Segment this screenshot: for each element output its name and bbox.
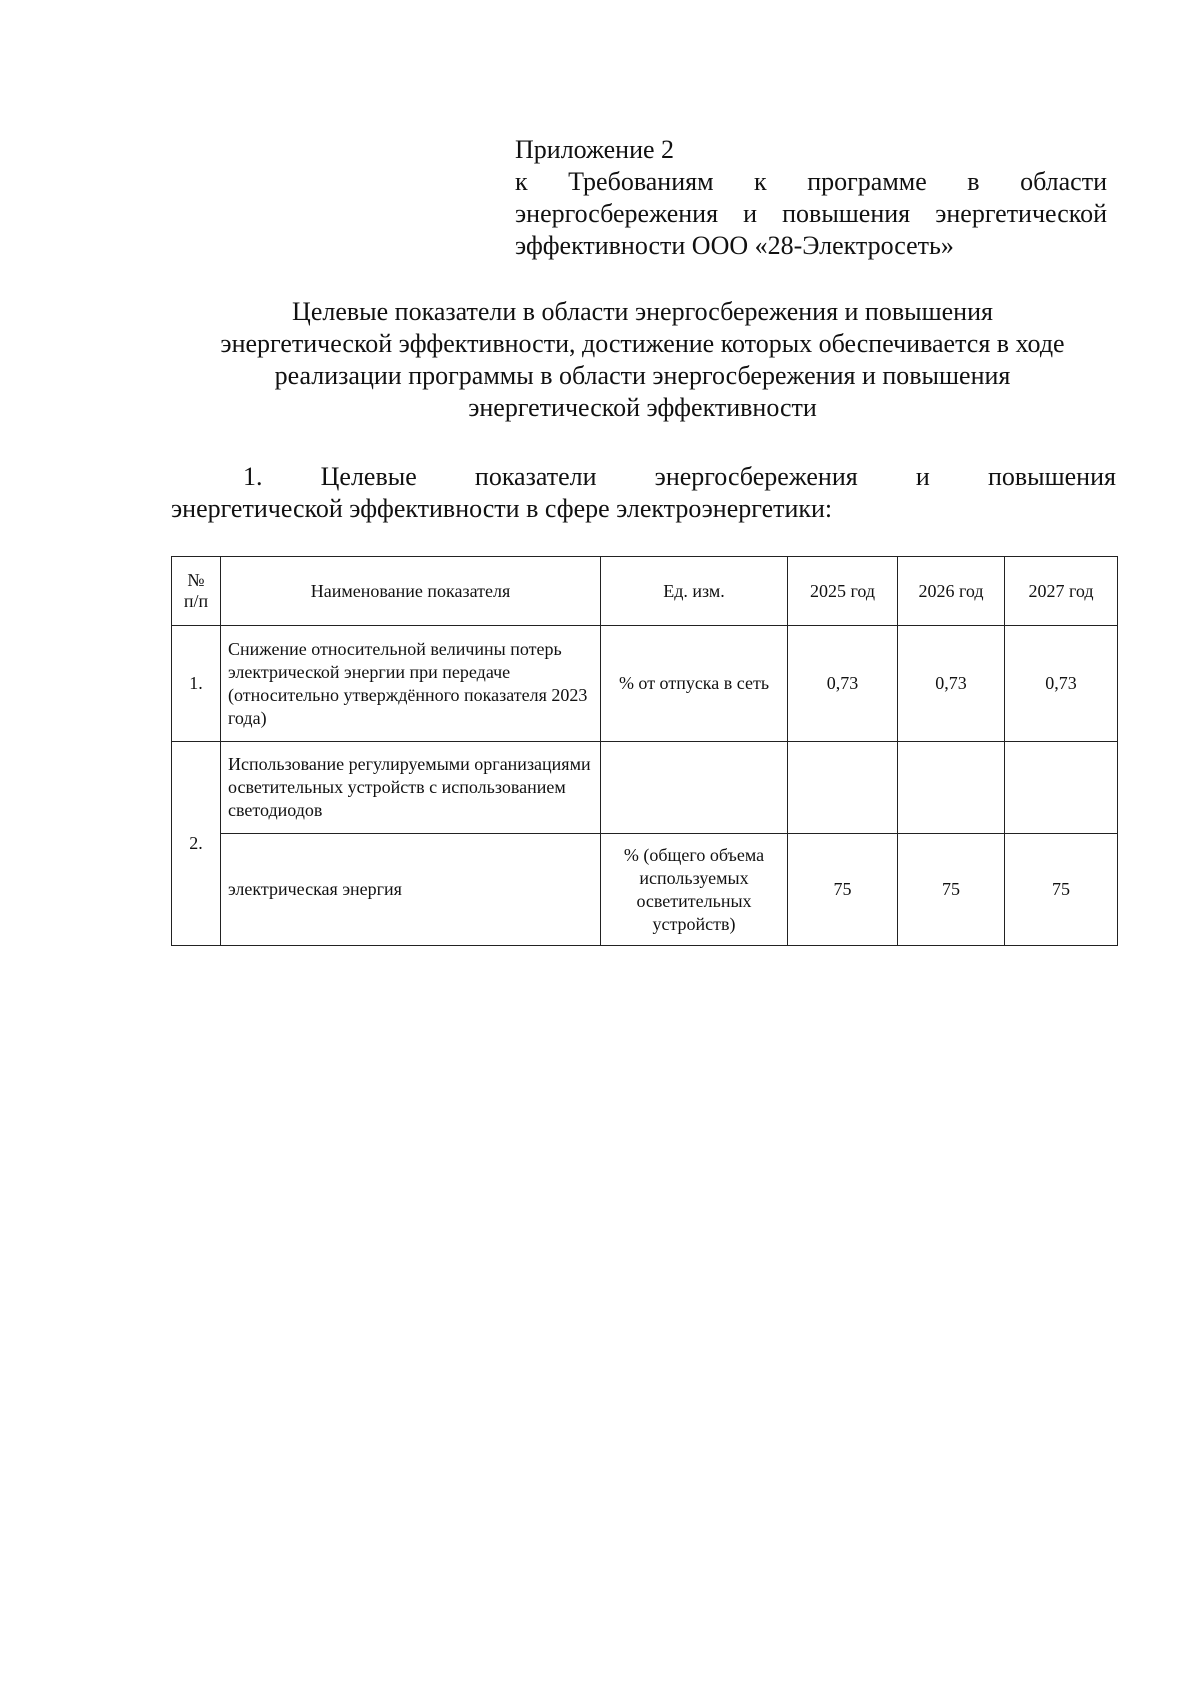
section-word: Целевые — [320, 462, 417, 491]
header-2025: 2025 год — [788, 557, 898, 626]
table-header-row — [172, 557, 1118, 626]
section-word: и — [915, 462, 930, 491]
appendix-reference-line: к Требованиям к программе в области — [515, 167, 1107, 196]
header-name: Наименование показателя — [221, 557, 601, 626]
targets-table — [171, 556, 1118, 946]
title-line: Целевые показатели в области энергосбережения и повышения — [292, 297, 993, 326]
subrow-unit: % (общего объема используемых осветительных устройств) — [601, 834, 788, 946]
appendix-number: Приложение 2 — [515, 135, 675, 164]
section-heading-line: энергетической эффективности в сфере электроэнергетики: — [171, 494, 833, 523]
subrow-value-2027: 75 — [1005, 834, 1118, 946]
subrow-indicator-name: электрическая энергия — [221, 834, 601, 946]
row-value-2026: 0,73 — [898, 626, 1005, 742]
appendix-block — [515, 134, 1107, 262]
row-value-2025: 0,73 — [788, 626, 898, 742]
row-indicator-name: Использование регулируемыми организациями осветительных устройств с использованием светодиодов — [221, 742, 601, 834]
row-unit: % от отпуска в сеть — [601, 626, 788, 742]
row-value-2027: 0,73 — [1005, 626, 1118, 742]
section-word: 1. — [243, 462, 263, 491]
row-number: 1. — [172, 626, 221, 742]
subrow-value-2026: 75 — [898, 834, 1005, 946]
subrow-value-2025: 75 — [788, 834, 898, 946]
section-word: энергосбережения — [654, 462, 858, 491]
header-number-abbr: п/п — [183, 591, 209, 611]
row-value-empty — [788, 742, 898, 834]
document-title — [170, 296, 1115, 424]
header-number-sign: № — [187, 570, 205, 590]
title-line: энергетической эффективности — [468, 393, 817, 422]
section-word: повышения — [987, 462, 1116, 491]
section-heading-line — [171, 461, 1116, 493]
table-row — [172, 626, 1118, 742]
row-indicator-name: Снижение относительной величины потерь электрической энергии при передаче (относительно утверждённого показателя 2023 года) — [221, 626, 601, 742]
appendix-reference-line: эффективности ООО «28-Электросеть» — [515, 231, 954, 260]
title-line: реализации программы в области энергосбережения и повышения — [274, 361, 1011, 390]
row-value-empty — [1005, 742, 1118, 834]
appendix-reference-line: энергосбережения и повышения энергетической — [515, 199, 1107, 228]
row-number: 2. — [172, 742, 221, 946]
header-2027: 2027 год — [1005, 557, 1118, 626]
section-heading — [171, 461, 1116, 525]
row-unit-empty — [601, 742, 788, 834]
section-word: показатели — [474, 462, 597, 491]
title-line: энергетической эффективности, достижение которых обеспечивается в ходе — [220, 329, 1065, 358]
header-2026: 2026 год — [898, 557, 1005, 626]
header-number — [172, 557, 221, 626]
table-subrow — [172, 834, 1118, 946]
header-unit: Ед. изм. — [601, 557, 788, 626]
table-row — [172, 742, 1118, 834]
row-value-empty — [898, 742, 1005, 834]
